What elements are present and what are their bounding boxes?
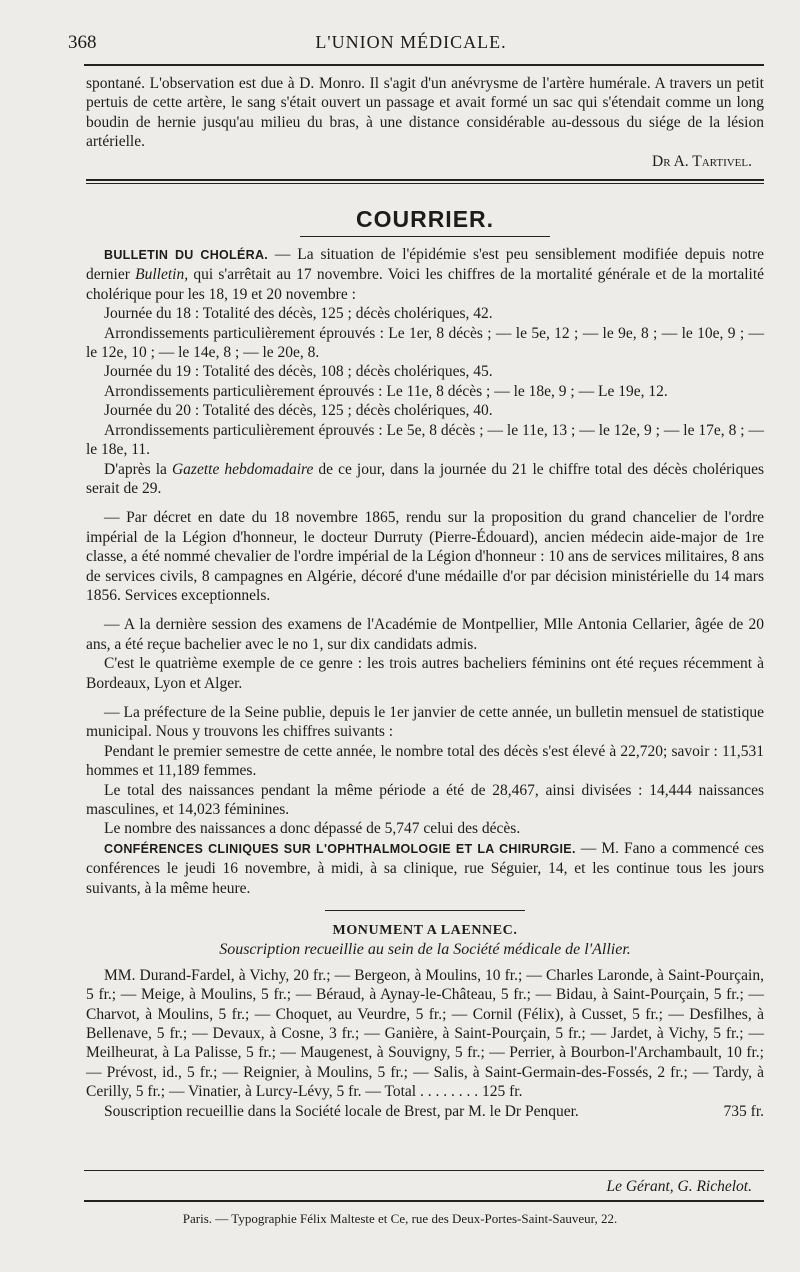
brest-line <box>86 1102 764 1121</box>
laennec-heading: MONUMENT A LAENNEC. <box>332 923 518 939</box>
prefecture-paragraph: — La préfecture de la Seine publie, depuis le 1er janvier de cette année, un bulletin mensuel de statistique municipal. Nous y trouvons les chiffres suivants : <box>86 703 764 741</box>
gerant-signature <box>606 1178 752 1196</box>
bulletin-text-b: qui s'arrêtait au 17 novembre. Voici les chiffres de la mortalité générale et de la mortalité cholérique pour les 18, 19 et 20 novembre : <box>86 266 765 303</box>
day-line: Journée du 18 : Totalité des décès, 125 ; décès cholériques, 42. <box>104 305 493 323</box>
gazette-text-b: de ce jour, dans la journée du 21 le chiffre total des décès cholériques serait de 29. <box>86 460 764 497</box>
title-rule <box>300 236 550 237</box>
district-line: Arrondissements particulièrement éprouvés : Le 1er, 8 décès ; — le 5e, 12 ; — le 9e, 8 ; — le 10e, 9 ; — le 12e, 10 ; — le 14e, 8 ; — le 20e, 8. <box>86 324 764 362</box>
spacer <box>86 605 764 615</box>
bulletin-text-a: — La situation de l'épidémie s'est peu sensiblement modifiée depuis notre dernier <box>86 246 765 284</box>
printer-imprint: Paris. — Typographie Félix Malteste et Ce, rue des Deux-Portes-Saint-Sauveur, 22. <box>182 1211 618 1226</box>
gazette-italic: Gazette hebdomadaire <box>171 460 314 478</box>
bulletin-lead: BULLETIN DU CHOLÉRA. <box>104 248 269 263</box>
monro-paragraph <box>86 74 764 152</box>
bulletin-italic: Bulletin, <box>135 266 189 284</box>
conferences-paragraph <box>86 839 764 898</box>
brest-text: Souscription recueillie dans la Société locale de Brest, par M. le Dr Penquer. <box>104 1102 579 1120</box>
subscription-list <box>86 966 764 1102</box>
article-body <box>86 74 764 1121</box>
footer-rule <box>84 1170 764 1171</box>
page-header <box>62 30 760 54</box>
day-line: Journée du 20 : Totalité des décès, 125 ; décès cholériques, 40. <box>104 402 493 420</box>
gazette-text-a: D'après la <box>104 460 172 478</box>
subscription-list-text: MM. Durand-Fardel, à Vichy, 20 fr.; — Bergeon, à Moulins, 10 fr.; — Charles Laronde, à Saint-Pourçain, 5 fr.; — Meige, à Moulins, 5 fr.; — Béraud, à Aynay-le-Château, 5 fr.; — Bidau, à Saint-Pourçain, 5 fr.; — Charvot, à Moulins, 5 fr.; — Choquet, au Veurdre, 5 fr.; — Cornil (Félix), à Cusset, 5 fr.; — Desfilhes, à Bellenave, 5 fr.; — Devaux, à Cosne, 3 fr.; — Ganière, à Saint-Pourçain, 5 fr.; — Jardet, à Vichy, 5 fr.; — Meilheurat, à La Palisse, 5 fr.; — Maugenest, à Souvigny, 5 fr.; — Perrier, à Bourbon-l'Archambault, 10 fr.; — Prévost, id., 5 fr.; — Reignier, à Moulins, 5 fr.; — Salis, à Saint-Germain-des-Fossés, 2 fr.; — Tardy, à Cerilly, 5 fr.; — Vinatier, à Lurcy-Lévy, 5 fr. — Total <box>86 966 764 1101</box>
day-line: Journée du 19 : Totalité des décès, 108 ; décès cholériques, 45. <box>104 363 493 381</box>
section-rule-thin <box>86 183 764 184</box>
prefecture-paragraph: Le total des naissances pendant la même période a été de 28,467, ainsi divisées : 14,444 naissances masculines, et 14,023 féminines. <box>86 781 764 818</box>
prefecture-paragraph: Le nombre des naissances a donc dépassé de 5,747 celui des décès. <box>104 820 521 838</box>
section-rule <box>86 179 764 181</box>
conferences-text: — M. Fano a commencé ces conférences le jeudi 16 novembre, à midi, à sa clinique, rue Séguier, 14, et les continue tous les jours suivants, à la même heure. <box>86 839 764 897</box>
gazette-paragraph <box>86 460 764 499</box>
page-number: 368 <box>68 32 97 53</box>
subscription-total: . . . . . . . . 125 fr. <box>419 1083 523 1101</box>
running-head: L'UNION MÉDICALE. <box>315 32 507 52</box>
laennec-subheading: Souscription recueillie au sein de la Société médicale de l'Allier. <box>219 941 631 959</box>
imprint-rule <box>84 1200 764 1202</box>
gerant-text: Le Gérant, G. Richelot. <box>606 1178 752 1195</box>
prefecture-paragraph: Pendant le premier semestre de cette année, le nombre total des décès s'est élevé à 22,720; savoir : 11,531 hommes et 11,189 femmes. <box>86 742 764 780</box>
spacer <box>86 693 764 703</box>
bulletin-paragraph <box>86 245 764 304</box>
spacer <box>86 498 764 508</box>
monro-text: L'observation est due à D. Monro. Il s'agit d'un anévrysme de l'artère humérale. A travers un petit pertuis de cette artère, le sang s'était ouvert un passage et avait formé un sac qui s'étendait comme un long boudin de hernie jusqu'au milieu du bras, à une distance considérable au-dessous du siége de la lésion artérielle. <box>86 75 764 151</box>
laennec-rule <box>325 910 525 911</box>
header-rule <box>84 64 764 66</box>
district-line: Arrondissements particulièrement éprouvés : Le 11e, 8 décès ; — le 18e, 9 ; — Le 19e, 12. <box>104 382 668 400</box>
conferences-lead: CONFÉRENCES CLINIQUES SUR L'OPHTHALMOLOGIE ET LA CHIRURGIE. <box>104 841 576 856</box>
cellarier-paragraph: — A la dernière session des examens de l'Académie de Montpellier, Mlle Antonia Cellarier, âgée de 20 ans, a été reçue bachelier avec le no 1, sur dix candidats admis. <box>86 616 764 653</box>
continued-word: spontané. <box>86 75 145 92</box>
brest-total: 735 fr. <box>723 1102 764 1120</box>
cellarier-paragraph: C'est le quatrième exemple de ce genre : les trois autres bacheliers féminins ont été reçues récemment à Bordeaux, Lyon et Alger. <box>86 655 764 692</box>
district-line: Arrondissements particulièrement éprouvés : Le 5e, 8 décès ; — le 11e, 13 ; — le 12e, 9 ; — le 17e, 8 ; — le 18e, 11. <box>86 421 764 459</box>
author-signature: Dr A. Tartivel. <box>652 152 752 170</box>
durruty-paragraph: — Par décret en date du 18 novembre 1865, rendu sur la proposition du grand chancelier de l'ordre impérial de la Légion d'honneur, le docteur Durruty (Pierre-Édouard), ancien médecin aide-major de 1re classe, a été nommé chevalier de l'ordre impérial de la Légion d'honneur : 10 ans de services militaires, 8 ans de services civils, 8 campagnes en Algérie, décoré d'une médaille d'or par décision ministérielle du 14 mars 1856. Services exceptionnels. <box>86 509 764 604</box>
section-title: COURRIER. <box>355 206 495 233</box>
